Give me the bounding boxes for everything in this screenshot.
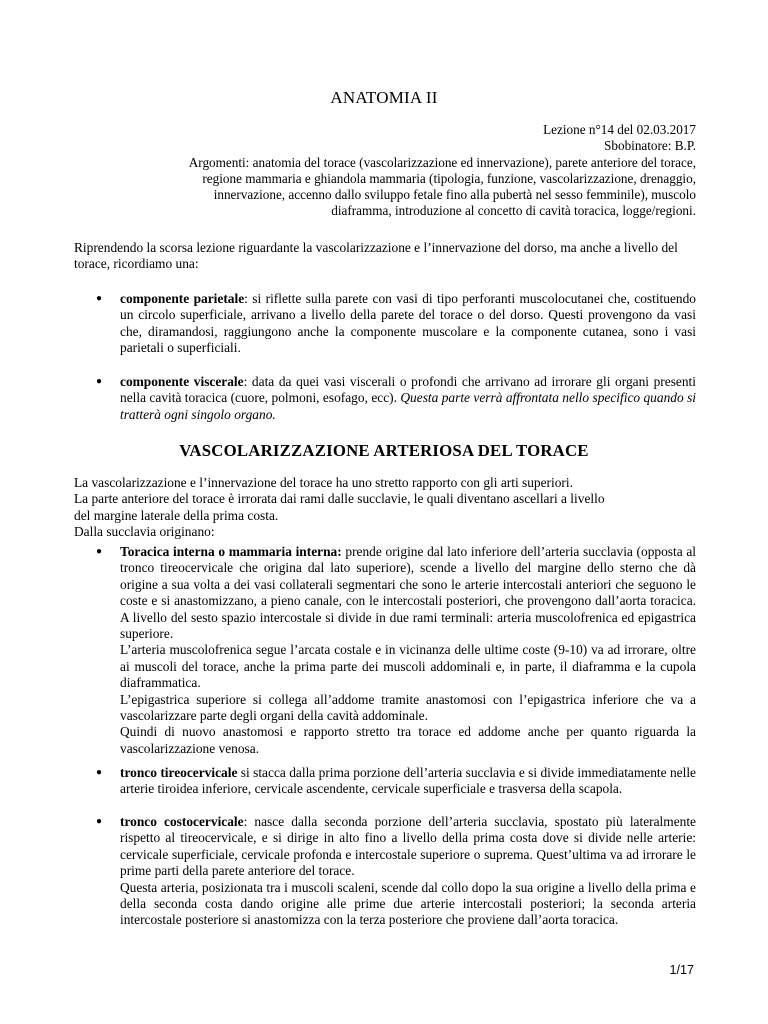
arguments-line: Argomenti: anatomia del torace (vascolarizzazione ed innervazione), parete anteriore del torace, xyxy=(188,154,696,170)
bullet-icon: ● xyxy=(96,546,103,557)
document-title: ANATOMIA II xyxy=(330,88,438,107)
bullet-icon: ● xyxy=(96,376,103,387)
arguments-line: diaframma, introduzione al concetto di cavità toracica, logge/regioni. xyxy=(331,203,696,219)
component-note: Questa parte verrà affrontata nello specifico quando si tratterà ogni singolo organo. xyxy=(120,390,697,422)
section-intro xyxy=(74,475,696,541)
section-line: del margine laterale della prima costa. xyxy=(74,507,279,523)
arguments-line: regione mammaria e ghiandola mammaria (tipologia, funzione, vascolarizzazione, drenaggio, xyxy=(202,170,696,186)
section-line: Dalla succlavia originano: xyxy=(74,524,215,540)
branch-text: : nasce dalla seconda porzione dell’arteria succlavia, spostato più lateralmente rispetto al tireocervicale, e si dirige in alto fino a livello della prima costa dove si divide nelle arterie: cervicale superficiale, cervicale profonda e intercostale superiore o suprema. Quest’ultima va ad irrorare le prime parti della parete anteriore del torace. xyxy=(120,814,696,879)
branch-toracica-interna xyxy=(96,544,696,757)
arguments-line: innervazione, accenno dallo sviluppo fetale fino alla pubertà nel sesso femminile), muscolo xyxy=(213,187,696,203)
branch-costocervicale xyxy=(96,814,696,929)
branch-text: si stacca dalla prima porzione dell’arteria succlavia e si divide immediatamente nelle arterie tiroidea inferiore, cervicale ascendente, cervicale superficiale e trasversa della scapola. xyxy=(120,765,697,797)
component-parietale xyxy=(120,291,696,357)
section-line: La vascolarizzazione e l’innervazione del torace ha uno stretto rapporto con gli arti superiori. xyxy=(74,475,573,490)
section-title: VASCOLARIZZAZIONE ARTERIOSA DEL TORACE xyxy=(179,441,589,460)
branch-paragraph: Quindi di nuovo anastomosi e rapporto stretto tra torace ed addome anche per quanto riguarda la vascolarizzazione venosa. xyxy=(120,724,696,756)
component-viscerale xyxy=(120,374,696,423)
branch-term: tronco tireocervicale xyxy=(120,765,238,780)
branch-paragraph: L’arteria muscolofrenica segue l’arcata costale e in vicinanza delle ultime coste (9-10) va ad irrorare, oltre ai muscoli del torace, anche la prima parte dei muscoli addominali e, in parte, il diaframma e la cupola diaframmatica. xyxy=(120,642,696,691)
lesson-meta xyxy=(74,122,696,220)
component-term: componente parietale xyxy=(120,291,245,306)
intro-paragraph: Riprendendo la scorsa lezione riguardante la vascolarizzazione e l’innervazione del dorso, ma anche a livello del torace, ricordiamo una: xyxy=(74,240,678,272)
branch-text: prende origine dal lato inferiore dell’arteria succlavia (opposta al tronco tireocervicale che origina dal lato superiore), scende a livello del margine dello sterno che dà origine a sua volta a dei vasi collaterali segmentari che sono le arterie intercostali anteriori che seguono le coste e si anastomizzano, a pieno canale, con le intercostali posteriori, che provengono dall’aorta toracica. A livello del sesto spazio intercostale si divide in due rami terminali: arteria muscolofrenica ed epigastrica superiore. xyxy=(120,544,696,642)
bullet-icon: ● xyxy=(96,293,103,304)
sbobinatore: Sbobinatore: B.P. xyxy=(604,138,696,154)
page-number: 1/17 xyxy=(669,963,694,977)
component-text: : si riflette sulla parete con vasi di tipo perforanti muscolocutanei che, costituendo un circolo superficiale, arrivano a livello della parete del torace o del dorso. Questi provengono da vasi che, diramandosi, raggiungono anche la componente muscolare e la componente cutanea, sono i vasi parietali o superficiali. xyxy=(120,291,696,356)
branch-tireocervicale xyxy=(96,765,697,798)
bullet-icon: ● xyxy=(96,767,103,778)
branch-term: tronco costocervicale xyxy=(120,814,244,829)
branch-paragraph: L’epigastrica superiore si collega all’addome tramite anastomosi con l’epigastrica inferiore che va a vascolarizzare parte degli organi della cavità addominale. xyxy=(120,691,696,724)
bullet-icon: ● xyxy=(96,816,103,827)
branch-term: Toracica interna o mammaria interna: xyxy=(120,544,342,559)
component-text: : data da quei vasi viscerali o profondi che arrivano ad irrorare gli organi presenti nella cavità toracica (cuore, polmoni, esofago, ecc). xyxy=(120,374,696,406)
branch-paragraph: Questa arteria, posizionata tra i muscoli scaleni, scende dal collo dopo la sua origine a livello della prima e della seconda costa dando origine alle prime due arterie intercostali posteriori; la seconda arteria intercostale posteriore si anastomizza con la terza posteriore che proviene dall’aorta toracica. xyxy=(120,879,696,928)
section-line: La parte anteriore del torace è irrorata dai rami dalle succlavie, le quali diventano ascellari a livello xyxy=(74,491,605,507)
component-term: componente viscerale xyxy=(120,374,244,389)
lesson-number: Lezione n°14 del 02.03.2017 xyxy=(543,122,696,137)
